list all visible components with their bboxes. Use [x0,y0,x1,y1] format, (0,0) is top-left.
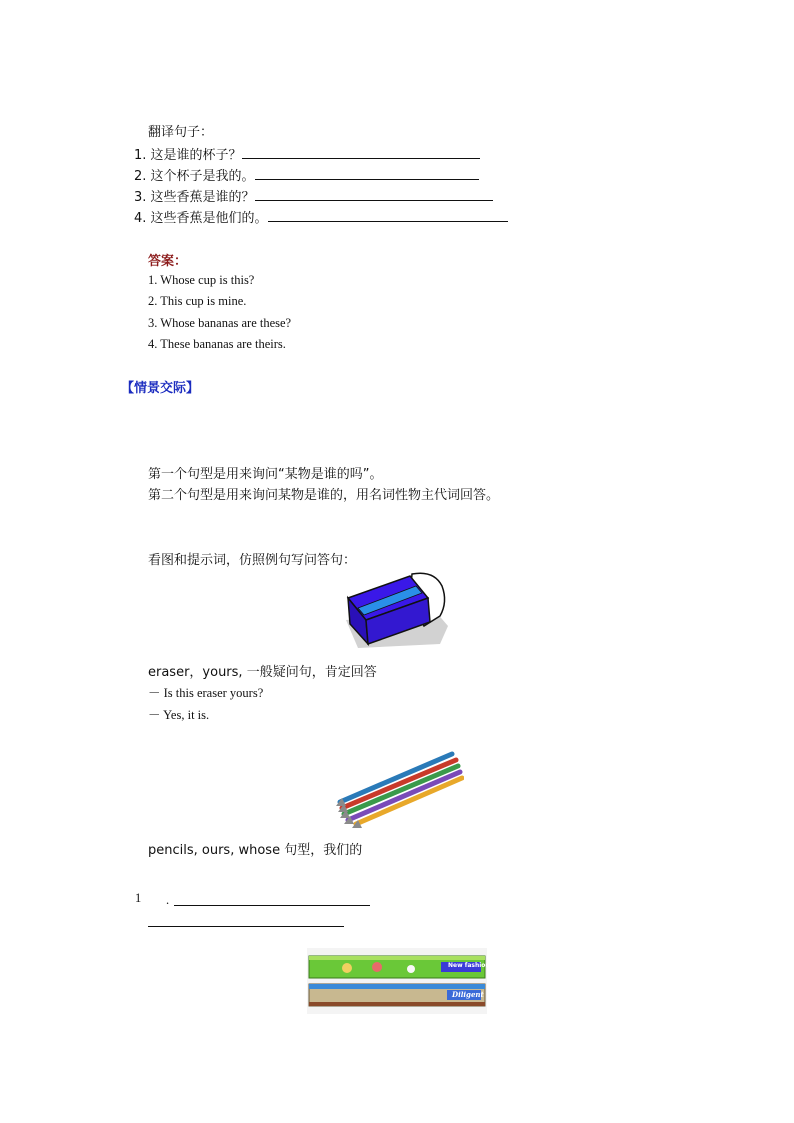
translate-item-2 [134,165,479,184]
item-text: 这是谁的杯子？ [150,148,242,163]
answer-line-4: 4. These bananas are theirs. [148,337,286,351]
question-1-dot: . [166,893,170,907]
ruler-label-top: New fashion [448,962,490,969]
bracket-open: 【 [121,381,135,396]
note-line-2: 第二个句型是用来询问某物是谁的，用名词性物主代词回答。 [148,488,500,503]
answer-line-1: 1. Whose cup is this? [148,273,255,287]
translate-item-1 [134,144,480,163]
item-number: 1. [134,148,147,163]
example-prompt: eraser，yours, 一般疑问句，肯定回答 [148,665,377,680]
pencils-image [334,750,464,832]
translate-item-3 [134,186,493,205]
bracket-close: 】 [186,381,200,396]
answer-blank[interactable] [255,167,479,180]
item-number: 2. [134,169,147,184]
eraser-image [340,568,450,656]
answer-blank[interactable] [242,146,480,159]
section-title: 情景交际 [134,381,187,396]
ruler-image [307,948,490,1014]
note-line-1: 第一个句型是用来询问“某物是谁的吗”。 [148,467,383,482]
answers-heading: 答案： [148,254,188,269]
answer-blank[interactable] [268,209,508,222]
ruler-label-bottom: Diligent [452,990,484,999]
item-number: 3. [134,190,147,205]
item-text: 这些香蕉是他们的。 [150,211,268,226]
pencils-icon [334,750,464,832]
answer-blank[interactable] [255,188,493,201]
question-1-number: 1 [135,891,142,905]
section-heading [121,377,199,396]
example-answer: － Yes, it is. [148,708,210,722]
item-text: 这个杯子是我的。 [150,169,255,184]
answer-line-2: 2. This cup is mine. [148,294,247,308]
pencil-prompt: pencils, ours, whose 句型，我们的 [148,843,363,858]
translate-heading: 翻译句子： [148,125,214,140]
answer-1-blank[interactable] [148,926,344,927]
item-number: 4. [134,211,147,226]
item-text: 这些香蕉是谁的？ [150,190,255,205]
task-instruction: 看图和提示词，仿照例句写问答句： [148,553,357,568]
eraser-icon [340,568,450,656]
question-1-blank[interactable] [174,905,370,906]
translate-item-4 [134,207,508,226]
example-question: － Is this eraser yours? [148,686,264,700]
ruler-icon [307,948,487,1014]
answer-line-3: 3. Whose bananas are these? [148,316,292,330]
